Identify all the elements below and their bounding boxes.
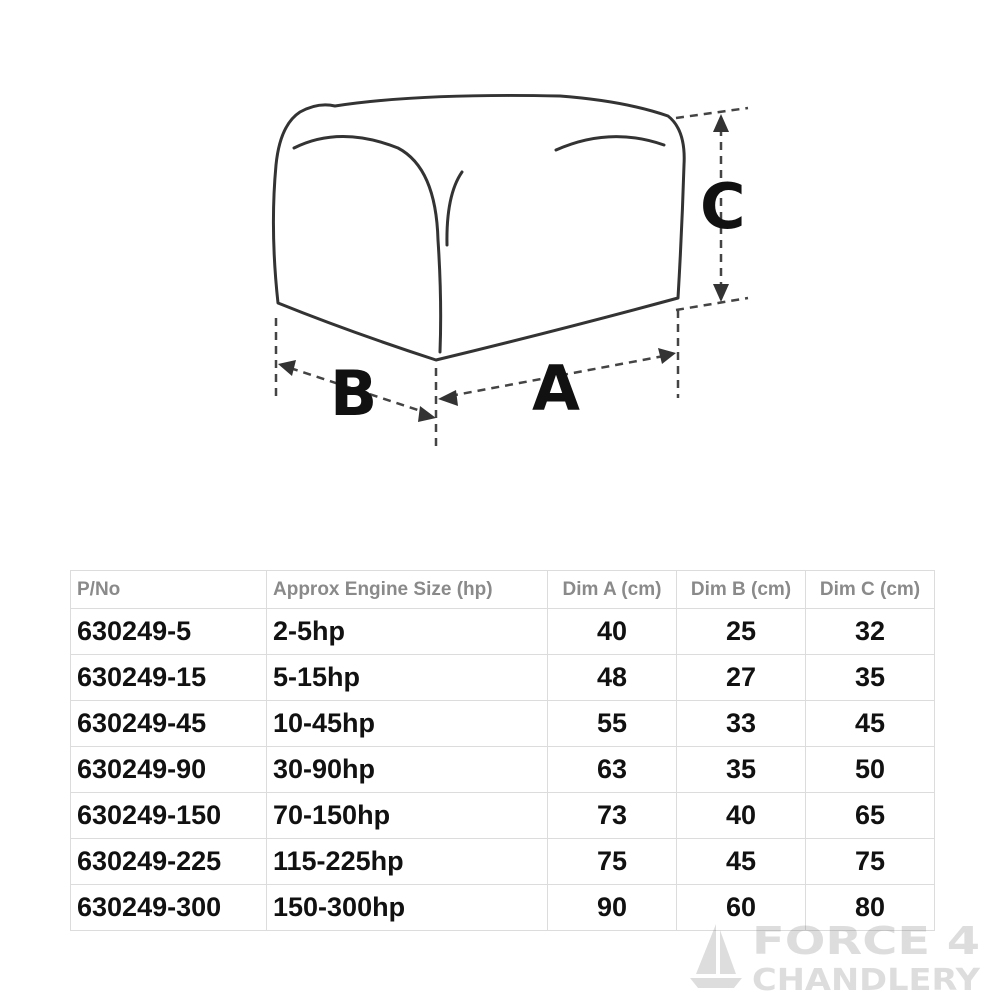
watermark-line2: CHANDLERY <box>752 963 982 996</box>
cell-part-number: 630249-300 <box>71 885 267 931</box>
header-dim-b: Dim B (cm) <box>677 571 806 609</box>
cell-dim-b: 40 <box>677 793 806 839</box>
cell-engine-size: 5-15hp <box>267 655 548 701</box>
table-row <box>71 747 935 793</box>
cell-dim-c: 45 <box>806 701 935 747</box>
table-row <box>71 793 935 839</box>
cell-dim-a: 73 <box>548 793 677 839</box>
table-row <box>71 609 935 655</box>
table-header-row <box>71 571 935 609</box>
cell-dim-a: 55 <box>548 701 677 747</box>
cell-dim-b: 35 <box>677 747 806 793</box>
cell-dim-b: 25 <box>677 609 806 655</box>
cell-dim-b: 27 <box>677 655 806 701</box>
watermark-line1: FORCE 4 <box>752 919 980 963</box>
dim-b-label: B <box>330 357 378 430</box>
header-dim-a: Dim A (cm) <box>548 571 677 609</box>
table-row <box>71 655 935 701</box>
header-engine-size: Approx Engine Size (hp) <box>267 571 548 609</box>
cell-part-number: 630249-150 <box>71 793 267 839</box>
cell-dim-b: 45 <box>677 839 806 885</box>
cell-dim-a: 40 <box>548 609 677 655</box>
cell-dim-a: 48 <box>548 655 677 701</box>
cell-part-number: 630249-225 <box>71 839 267 885</box>
cell-dim-a: 63 <box>548 747 677 793</box>
cell-dim-c: 35 <box>806 655 935 701</box>
cell-part-number: 630249-15 <box>71 655 267 701</box>
engine-cover-outline <box>273 95 684 360</box>
cell-dim-c: 65 <box>806 793 935 839</box>
cell-part-number: 630249-45 <box>71 701 267 747</box>
cell-part-number: 630249-90 <box>71 747 267 793</box>
sailboat-logo-icon <box>690 924 742 988</box>
cell-engine-size: 150-300hp <box>267 885 548 931</box>
dim-a-label: A <box>532 352 580 425</box>
cell-dim-c: 75 <box>806 839 935 885</box>
cell-dim-c: 80 <box>806 885 935 931</box>
cell-engine-size: 2-5hp <box>267 609 548 655</box>
cell-dim-c: 32 <box>806 609 935 655</box>
brand-watermark <box>686 916 986 996</box>
cell-part-number: 630249-5 <box>71 609 267 655</box>
dim-c-label: C <box>700 170 746 243</box>
cell-dim-c: 50 <box>806 747 935 793</box>
header-part-number: P/No <box>71 571 267 609</box>
cell-engine-size: 115-225hp <box>267 839 548 885</box>
cell-dim-a: 90 <box>548 885 677 931</box>
cell-engine-size: 70-150hp <box>267 793 548 839</box>
table-row <box>71 701 935 747</box>
table-row <box>71 839 935 885</box>
cell-dim-b: 60 <box>677 885 806 931</box>
cell-engine-size: 10-45hp <box>267 701 548 747</box>
size-specification-table <box>70 570 935 931</box>
cell-dim-b: 33 <box>677 701 806 747</box>
cell-dim-a: 75 <box>548 839 677 885</box>
header-dim-c: Dim C (cm) <box>806 571 935 609</box>
cover-dimension-diagram <box>0 0 1000 480</box>
cell-engine-size: 30-90hp <box>267 747 548 793</box>
